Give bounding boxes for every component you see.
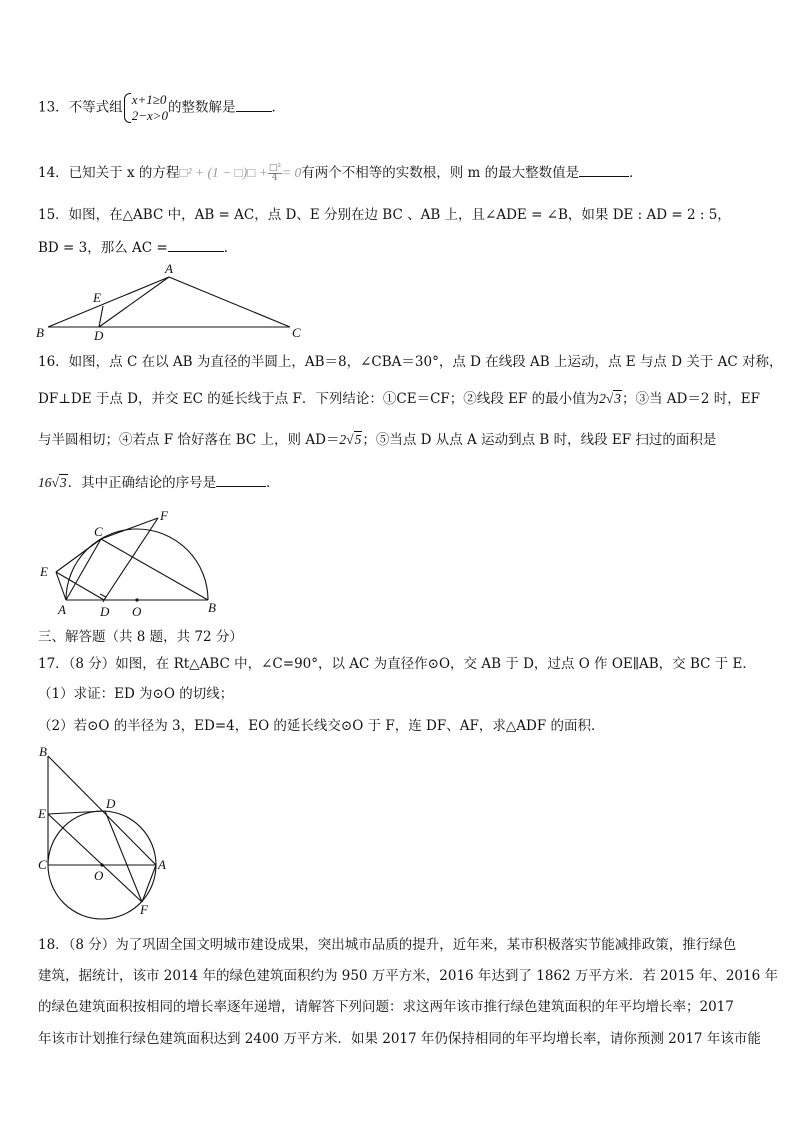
q17-line1: 17．（8 分）如图，在 Rt△ABC 中，∠C=90°，以 AC 为直径作⊙O，交 AB 于 D，过点 O 作 OE∥AB，交 BC 于 E．	[38, 656, 756, 672]
q14-number: 14．	[38, 165, 69, 181]
q17-label-e: E	[38, 806, 46, 821]
section3-title: 三、解答题（共 8 题，共 72 分）	[38, 629, 243, 645]
q15-label-c: C	[292, 325, 301, 340]
q14-fraction	[268, 164, 282, 183]
q14-line	[38, 162, 764, 183]
q16-semicircle	[66, 529, 208, 600]
q15-label-d: D	[94, 328, 104, 342]
q15-side-ab	[48, 277, 169, 327]
q16-l3-rad: 5	[354, 432, 362, 447]
q16-label-c: C	[94, 524, 103, 539]
q14-answer-blank	[579, 162, 629, 177]
q17-segment-ef	[48, 814, 142, 902]
q16-answer-blank	[216, 472, 266, 487]
q16-sqrt-2sqrt3: 2√3	[599, 391, 622, 406]
q17-label-f: F	[140, 902, 148, 917]
q15-side-ac	[169, 277, 290, 327]
q16-line1: 16．如图，点 C 在以 AB 为直径的半圆上，AB＝8，∠CBA＝30°，点 D 在线段 AB 上运动，点 E 与点 D 关于 AC 对称，	[38, 354, 783, 370]
q13-prefix: 不等式组	[68, 99, 123, 116]
q17-segment-df	[105, 811, 142, 902]
q14-equation-part2: = 0	[281, 165, 302, 180]
q18-line2: 建筑，据统计，该市 2014 年的绿色建筑面积约为 950 万平方米，2016 年达到了 1862 万平方米．若 2015 年、2016 年	[38, 968, 778, 984]
q15-segment-de	[99, 306, 103, 327]
q15-line2-prefix: BD = 3，那么 AC =	[38, 240, 168, 256]
q16-label-o: O	[132, 604, 142, 619]
q14-end: ．	[629, 165, 643, 181]
q16-end: ．	[266, 475, 280, 491]
q16-label-f: F	[160, 508, 168, 523]
q18-line1: 18．（8 分）为了巩固全国文明城市建设成果，突出城市品质的提升，近年来，某市积极落实节能减排政策，推行绿色	[38, 937, 737, 953]
q16-line4-suffix: ．其中正确结论的序号是	[67, 475, 217, 491]
q16-segment-df	[104, 518, 158, 600]
q15-line1: 15．如图，在△ABC 中，AB = AC，点 D、E 分别在边 BC 、AB 上，且∠ADE = ∠B，如果 DE : AD = 2 : 5，	[38, 207, 731, 223]
q16-line3	[38, 430, 764, 450]
q16-center-o	[135, 598, 138, 601]
q17-segment-ed	[48, 811, 105, 814]
q13-ineq1: x+1≥0	[131, 92, 167, 107]
q13-end: ．	[271, 99, 286, 116]
q16-label-d: D	[100, 604, 110, 619]
q13-ineq2: 2−x>0	[131, 108, 169, 123]
q16-l3-coef: 2	[339, 432, 347, 447]
q17-segment-af	[142, 865, 156, 902]
q17-center-o	[100, 863, 103, 866]
q17-label-a: A	[158, 857, 166, 872]
q16-segment-cb	[101, 539, 208, 600]
q15-answer-blank	[168, 237, 224, 252]
q16-sqrt-2sqrt5: 2√5	[339, 432, 362, 447]
q15-label-a: A	[165, 261, 173, 276]
q16-line2-prefix: DF⊥DE 于点 D，并交 EC 的延长线于点 F．下列结论：①CE＝CF；②线段 EF 的最小值为	[38, 391, 600, 407]
q17-label-o: O	[94, 868, 104, 883]
q16-sqrt-16sqrt3: 16√3	[38, 475, 67, 490]
q18-line3: 的绿色建筑面积按相同的增长率逐年递增，请解答下列问题：求这两年该市推行绿色建筑面积的年平均增长率；2017	[38, 999, 734, 1015]
q16-line2-suffix: ；③当 AD＝2 时，EF	[622, 391, 760, 407]
q14-prefix: 已知关于 x 的方程	[68, 165, 180, 181]
q16-line3-prefix: 与半圆相切；④若点 F 恰好落在 BC 上，则 AD＝	[38, 432, 340, 448]
q17-label-b: B	[39, 744, 47, 759]
q16-l2-coef: 2	[599, 391, 606, 406]
q13-line	[38, 92, 764, 124]
q15-end: ．	[223, 240, 238, 256]
q15-label-e: E	[93, 290, 101, 305]
q16-segment-cf	[101, 518, 158, 539]
q17-part1: （1）求证：ED 为⊙O 的切线；	[38, 686, 234, 702]
q14-frac-num: □²	[268, 163, 281, 173]
q17-part2: （2）若⊙O 的半径为 3，ED=4，EO 的延长线交⊙O 于 F，连 DF、AF，求△ADF 的面积．	[38, 718, 605, 734]
q17-figure	[30, 742, 170, 920]
q16-label-a: A	[58, 602, 66, 617]
q16-label-b: B	[208, 600, 216, 615]
q15-label-b: B	[36, 325, 44, 340]
q14-equation-part1: □² + (1 − □)□ +	[179, 165, 268, 180]
q18-line4: 年该市计划推行绿色建筑面积达到 2400 万平方米．如果 2017 年仍保持相同的年平均增长率，请你预测 2017 年该市能	[38, 1031, 761, 1047]
q16-l4-coef: 16	[38, 475, 52, 490]
q13-answer-blank	[236, 97, 272, 112]
q16-l2-rad: 3	[614, 391, 622, 406]
q16-line4	[38, 472, 764, 493]
q16-figure	[30, 508, 230, 620]
q14-suffix: 有两个不相等的实数根，则 m 的最大整数值是	[301, 165, 580, 181]
q15-line2	[38, 237, 764, 258]
q17-label-c: C	[38, 857, 47, 872]
q17-side-ab	[48, 756, 156, 865]
q16-label-e: E	[40, 564, 48, 579]
q16-segment-ea	[56, 572, 66, 600]
q16-segment-ac	[66, 539, 101, 600]
q17-label-d: D	[106, 796, 116, 811]
q16-line2	[38, 389, 764, 409]
q15-figure	[30, 260, 320, 342]
q16-line3-suffix: ；⑤当点 D 从点 A 运动到点 B 时，线段 EF 扫过的面积是	[362, 432, 717, 448]
q16-segment-ce	[56, 539, 101, 572]
q13-suffix: 的整数解是	[168, 99, 236, 116]
q13-number: 13．	[38, 99, 69, 116]
q16-l4-rad: 3	[59, 475, 67, 490]
q14-frac-den: 4	[272, 173, 278, 183]
q13-inequality-system	[123, 92, 168, 124]
